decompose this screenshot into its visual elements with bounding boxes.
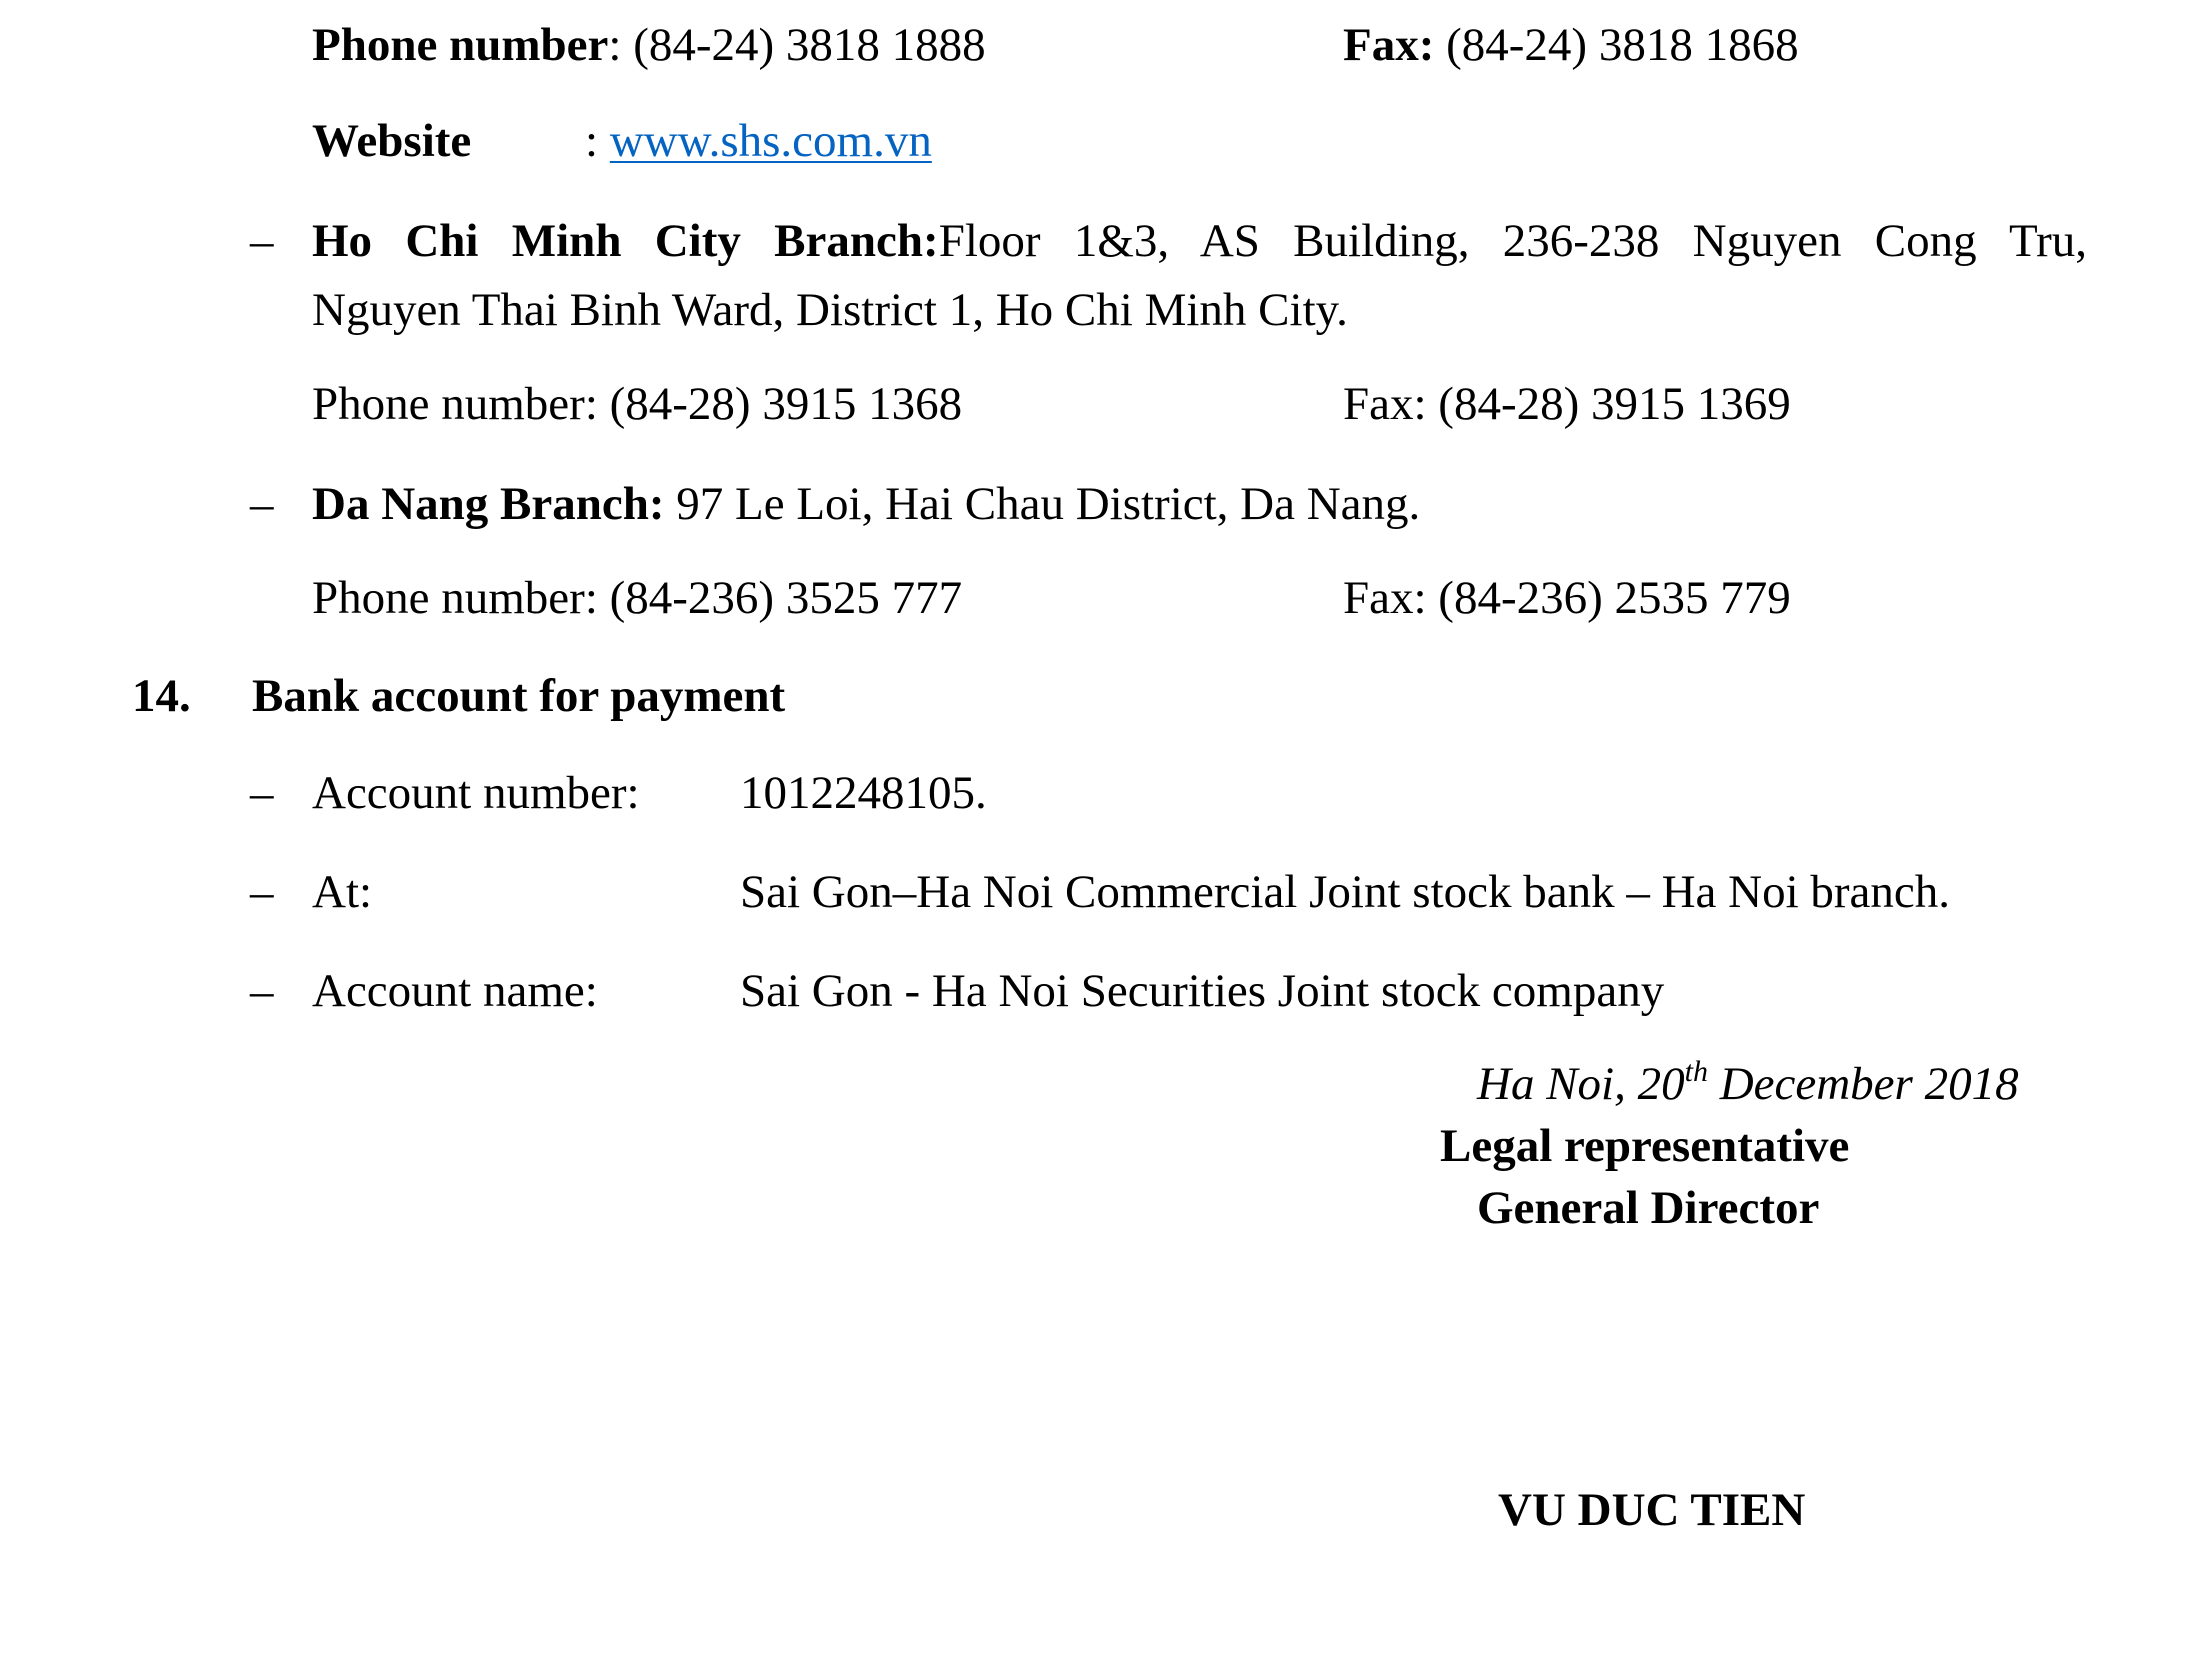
section-title: Bank account for payment bbox=[252, 670, 786, 722]
account-number-value: 1012248105. bbox=[740, 767, 987, 819]
fax-value: (84-24) 3818 1868 bbox=[1434, 19, 1799, 71]
row-dash: – bbox=[250, 767, 274, 819]
fax-label: Fax: bbox=[1343, 19, 1435, 71]
danang-branch-address: 97 Le Loi, Hai Chau District, Da Nang. bbox=[664, 478, 1421, 530]
row-dash: – bbox=[250, 866, 274, 918]
hcm-branch-fax: Fax: (84-28) 3915 1369 bbox=[1343, 378, 1791, 430]
account-name-label: Account name: bbox=[312, 965, 598, 1017]
hcm-branch-phone: Phone number: (84-28) 3915 1368 bbox=[312, 378, 963, 430]
danang-branch-name: Da Nang Branch: bbox=[312, 478, 665, 530]
account-name-value: Sai Gon - Ha Noi Securities Joint stock company bbox=[740, 965, 1665, 1017]
signatory-role-2: General Director bbox=[1477, 1182, 1820, 1234]
account-number-label: Account number: bbox=[312, 767, 640, 819]
head-office-fax bbox=[1343, 19, 1799, 71]
danang-branch-phone: Phone number: (84-236) 3525 777 bbox=[312, 572, 963, 624]
section-number: 14. bbox=[132, 670, 191, 722]
hcm-branch-address-2: Nguyen Thai Binh Ward, District 1, Ho Chi Minh City. bbox=[312, 284, 1348, 336]
head-office-phone bbox=[312, 19, 986, 71]
row-dash: – bbox=[250, 965, 274, 1017]
signatory-role-1: Legal representative bbox=[1440, 1120, 1850, 1172]
place-date bbox=[1477, 1055, 2019, 1110]
hcm-branch-line1 bbox=[312, 215, 2087, 267]
bank-at-label: At: bbox=[312, 866, 373, 918]
branch-dash: – bbox=[250, 478, 274, 530]
phone-value: : (84-24) 3818 1888 bbox=[608, 19, 986, 71]
hcm-branch-address-1: Floor 1&3, AS Building, 236-238 Nguyen Cong Tru, bbox=[938, 215, 2087, 267]
signatory-name: VU DUC TIEN bbox=[1498, 1484, 1806, 1536]
branch-dash: – bbox=[250, 215, 274, 267]
danang-branch-fax: Fax: (84-236) 2535 779 bbox=[1343, 572, 1791, 624]
place-date-prefix: Ha Noi, 20 bbox=[1477, 1058, 1685, 1110]
danang-branch-line bbox=[312, 478, 1421, 530]
phone-label: Phone number bbox=[312, 19, 609, 71]
website-colon: : bbox=[585, 115, 610, 167]
bank-at-value: Sai Gon–Ha Noi Commercial Joint stock bank – Ha Noi branch. bbox=[740, 866, 1951, 918]
website-link[interactable]: www.shs.com.vn bbox=[609, 115, 932, 167]
place-date-suffix: December 2018 bbox=[1707, 1058, 2019, 1110]
website-label: Website bbox=[312, 115, 472, 167]
website-row bbox=[585, 115, 932, 167]
hcm-branch-name: Ho Chi Minh City Branch: bbox=[312, 215, 939, 267]
place-date-sup: th bbox=[1684, 1055, 1708, 1088]
